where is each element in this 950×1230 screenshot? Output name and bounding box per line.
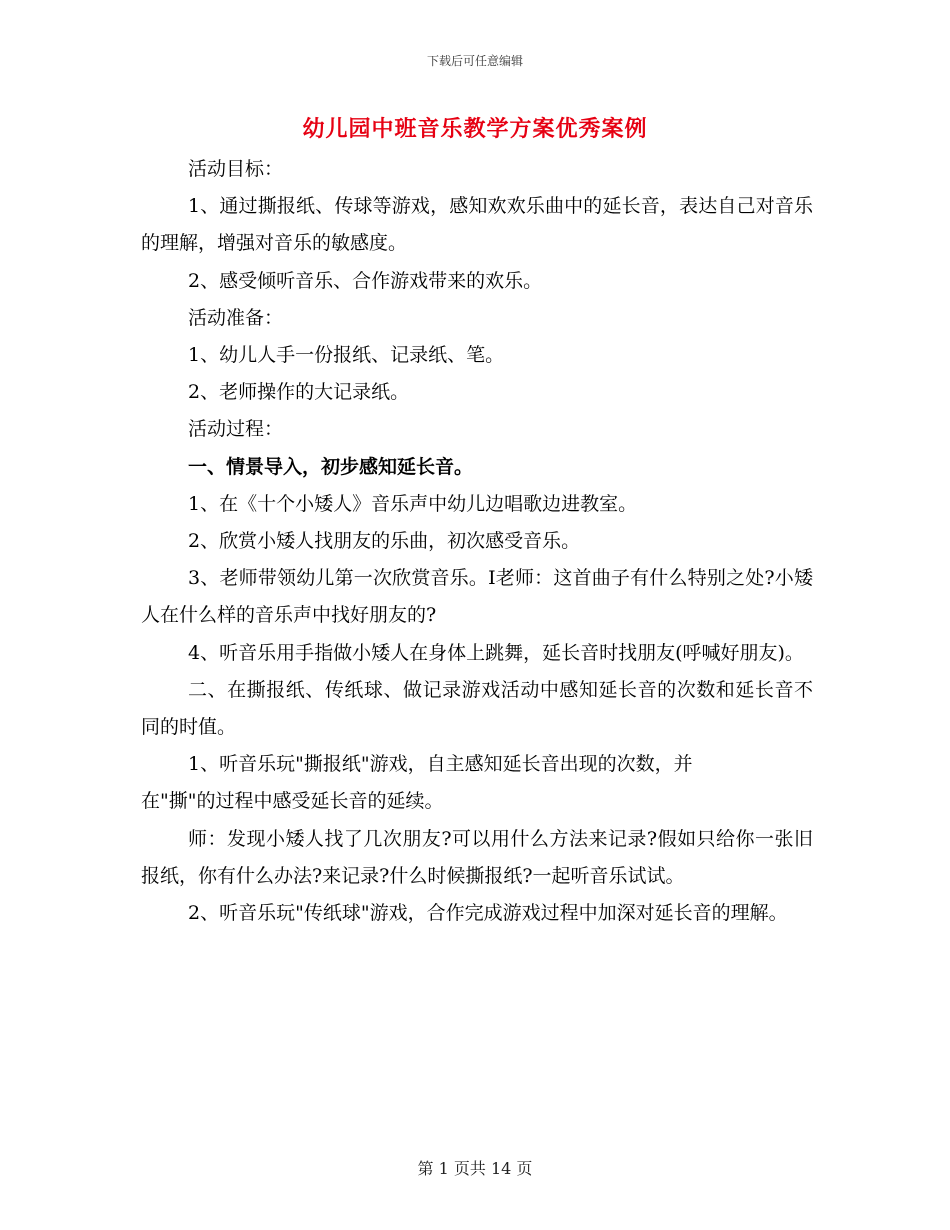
section-heading-process: 活动过程：: [188, 418, 284, 441]
preparation-item-1: 1、幼儿人手一份报纸、记录纸、笔。: [188, 344, 505, 367]
document-body: [141, 151, 813, 932]
section-heading-goals: 活动目标：: [188, 158, 284, 180]
goal-item-2: 2、感受倾听音乐、合作游戏带来的欢乐。: [188, 269, 543, 292]
process-step-2-item-1-line-2: 在"撕"的过程中感受延长音的延续。: [141, 790, 444, 813]
process-step-2-heading: 二、在撕报纸、传纸球、做记录游戏活动中感知延长音的次数和延长音不同的时值。: [141, 678, 813, 739]
process-step-2-item-2: 2、听音乐玩"传纸球"游戏，合作完成游戏过程中加深对延长音的理解。: [188, 902, 788, 925]
section-heading-preparation: 活动准备：: [188, 306, 284, 329]
page-header-note: 下载后可任意编辑: [426, 54, 523, 68]
process-step-1-item-4: 4、听音乐用手指做小矮人在身体上跳舞，延长音时找朋友(呼喊好朋友)。: [188, 641, 804, 664]
process-step-1-item-2: 2、欣赏小矮人找朋友的乐曲，初次感受音乐。: [188, 530, 581, 553]
document-title: 幼儿园中班音乐教学方案优秀案例: [302, 116, 648, 142]
preparation-item-2: 2、老师操作的大记录纸。: [188, 381, 410, 404]
process-step-1-item-3: 3、老师带领幼儿第一次欣赏音乐。I老师：这首曲子有什么特别之处?小矮人在什么样的音乐声中找好朋友的?: [141, 567, 813, 627]
goal-item-1: 1、通过撕报纸、传球等游戏，感知欢欢乐曲中的延长音，表达自己对音乐的理解，增强对音乐的敏感度。: [141, 195, 813, 255]
process-step-1-heading: 一、情景导入，初步感知延长音。: [188, 455, 474, 478]
teacher-dialogue: 师：发现小矮人找了几次朋友?可以用什么方法来记录?假如只给你一张旧报纸，你有什么办法?来记录?什么时候撕报纸?一起听音乐试试。: [141, 827, 813, 887]
process-step-2-item-1-line-1: 1、听音乐玩"撕报纸"游戏，自主感知延长音出现的次数，并: [188, 753, 693, 776]
page-footer-number: 第 1 页共 14 页: [417, 1159, 533, 1178]
process-step-1-item-1: 1、在《十个小矮人》音乐声中幼儿边唱歌边进教室。: [188, 492, 638, 515]
process-step-2-item-1: [141, 746, 813, 820]
